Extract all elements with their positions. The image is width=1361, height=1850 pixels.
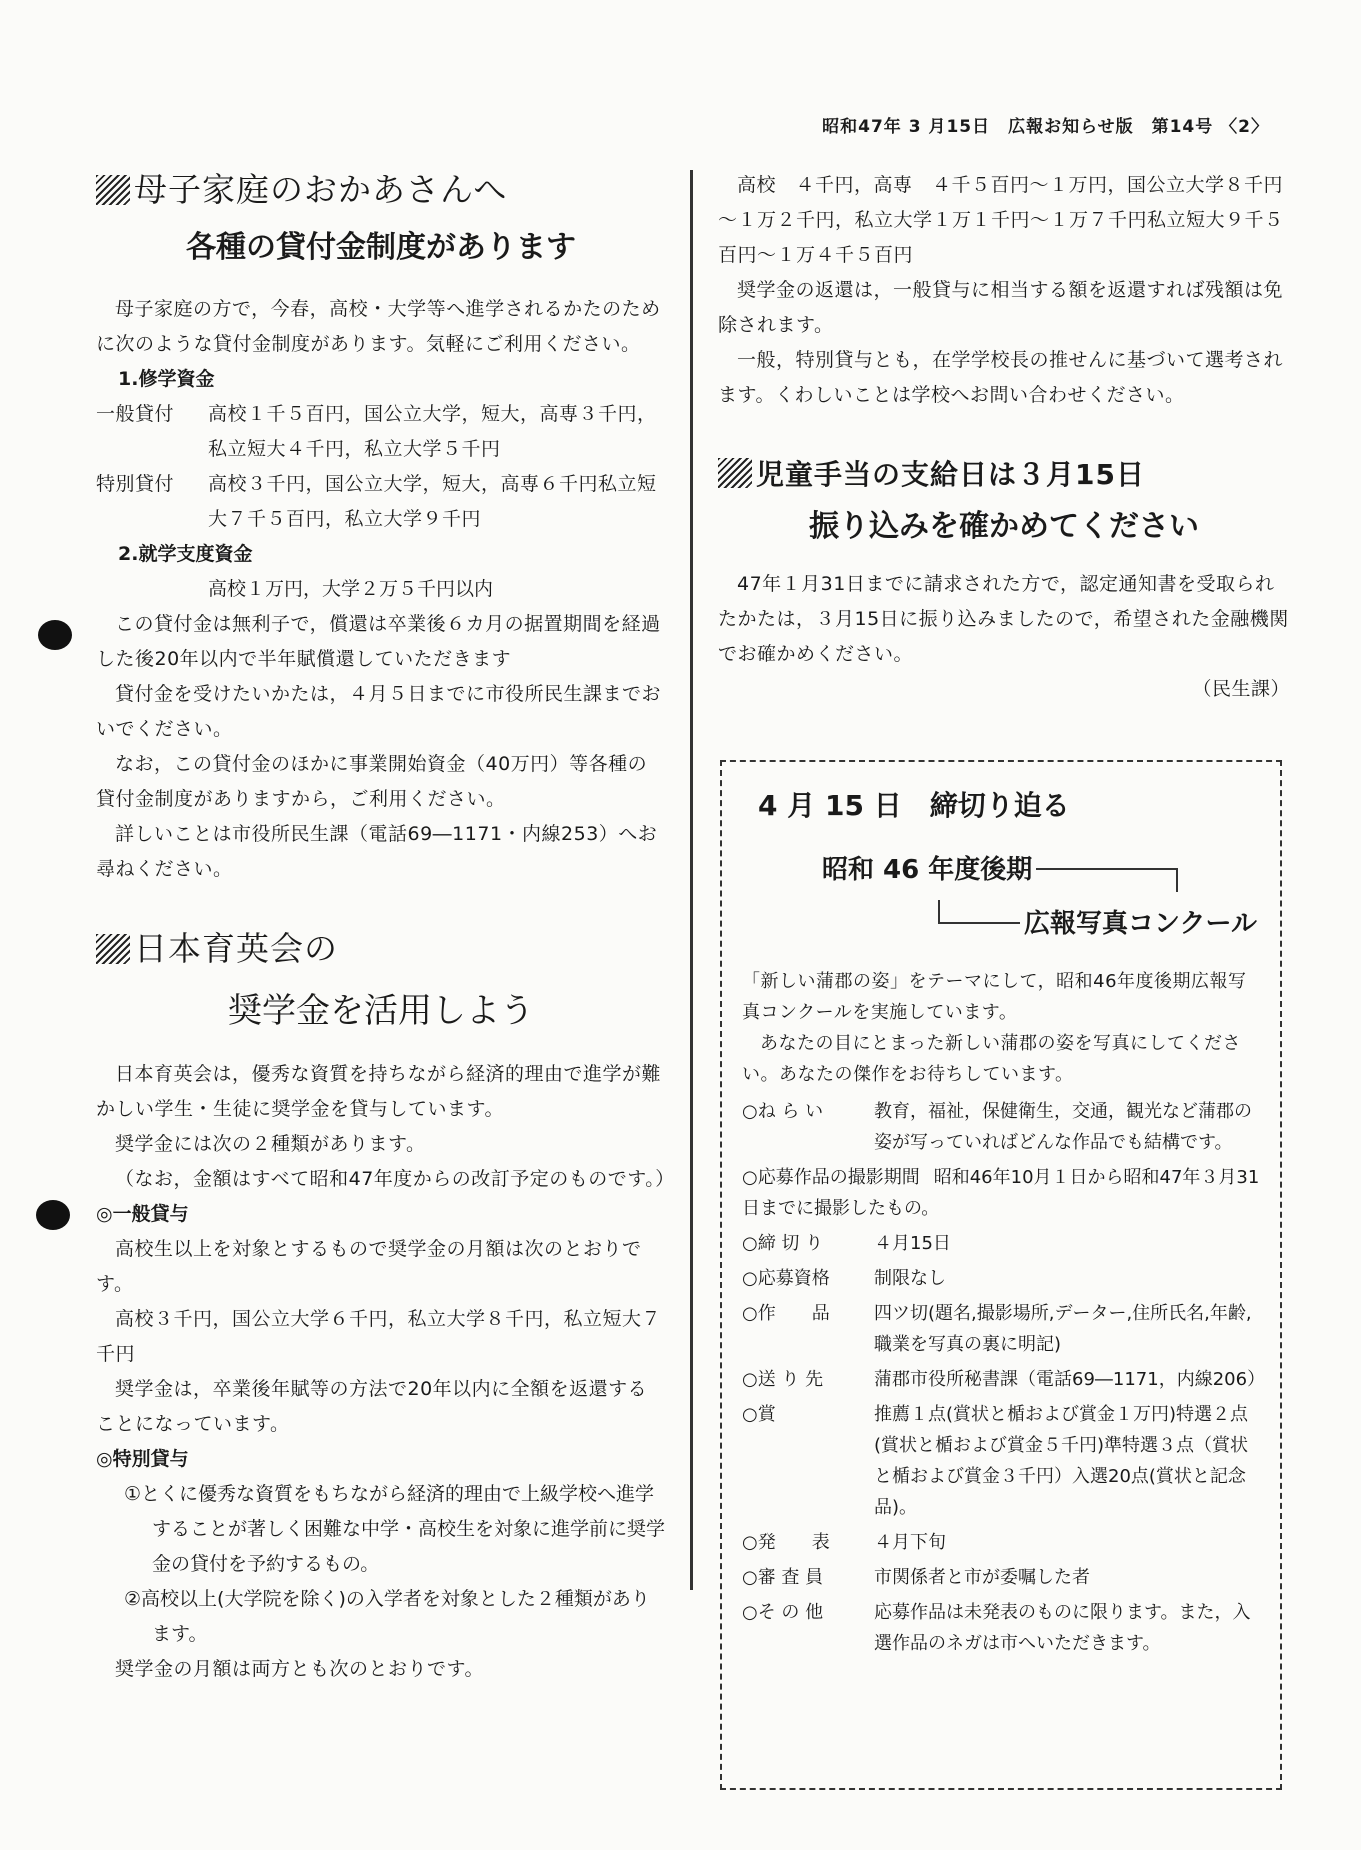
left-column <box>96 168 675 1687</box>
paragraph: 奨学金の返還は，一般貸与に相当する額を返還すれば残額は免除されます。 <box>718 279 1284 336</box>
contest-item-value: ４月15日 <box>874 1233 951 1254</box>
contest-item-label: ○発 表 <box>742 1532 830 1553</box>
column-divider <box>690 170 693 1590</box>
contest-items <box>742 1096 1266 1659</box>
issue-header: 昭和47年 3 月15日 広報お知らせ版 第14号 〈2〉 <box>822 117 1269 137</box>
contest-item-value: 昭和46年10月１日から昭和47年３月31日までに撮影したもの。 <box>742 1167 1260 1219</box>
contest-item-label: ○応募資格 <box>742 1268 830 1289</box>
paragraph: 一般，特別貸与とも，在学学校長の推せんに基づいて選考されます。くわしいことは学校へお問い合わせください。 <box>718 349 1284 406</box>
paragraph: 日本育英会は，優秀な資質を持ちながら経済的理由で進学が難かしい学生・生徒に奨学金を貸与しています。 <box>96 1063 662 1120</box>
hatch-mark <box>718 458 752 488</box>
contest-item <box>742 1263 1260 1294</box>
paragraph: 奨学金には次の２種類があります。 <box>115 1133 426 1155</box>
section-title <box>718 453 1290 497</box>
department-note: （民生課） <box>1192 678 1290 700</box>
paragraph: あなたの目にとまった新しい蒲郡の姿を写真にしてください。あなたの傑作をお待ちしています。 <box>742 1033 1241 1085</box>
bracket-line <box>1036 868 1178 892</box>
contest-item-label: ○審 査 員 <box>742 1567 824 1588</box>
contest-item <box>742 1399 1260 1523</box>
punch-hole <box>38 620 72 650</box>
subheading: ◎特別貸与 <box>96 1448 189 1470</box>
contest-item <box>742 1096 1260 1158</box>
contest-item-value: 四ツ切(題名,撮影場所,データー,住所氏名,年齢,職業を写真の裏に明記) <box>874 1303 1252 1355</box>
paragraph: 高校 ４千円，高専 ４千５百円～１万円，国公立大学８千円～１万２千円，私立大学１万１千円～１万７千円私立短大９千５百円～１万４千５百円 <box>718 174 1284 266</box>
contest-item <box>742 1597 1260 1659</box>
paragraph: 高校生以上を対象とするもので奨学金の月額は次のとおりです。 <box>96 1238 642 1295</box>
loan-value: 高校１万円，大学２万５千円以内 <box>208 578 494 600</box>
contest-title-text: 昭和 46 年度後期 <box>822 855 1033 885</box>
list-item: ②高校以上(大学院を除く)の入学者を対象とした２種類があります。 <box>124 1588 650 1645</box>
contest-item <box>742 1162 1260 1224</box>
paragraph: 「新しい蒲郡の姿」をテーマにして，昭和46年度後期広報写真コンクールを実施しています。 <box>742 971 1247 1023</box>
deadline-heading: 4 月 15 日 締切り迫る <box>758 789 1070 822</box>
paragraph: 高校３千円，国公立大学６千円，私立大学８千円，私立短大７千円 <box>96 1308 662 1365</box>
contest-item-label: ○応募作品の撮影期間 <box>742 1167 920 1188</box>
punch-hole <box>36 1200 70 1230</box>
paragraph: なお，この貸付金のほかに事業開始資金（40万円）等各種の貸付金制度がありますから，ご利用ください。 <box>96 753 648 810</box>
contest-item-label: ○締 切 り <box>742 1233 824 1254</box>
section-title <box>96 927 666 971</box>
contest-item-label: ○賞 <box>742 1404 776 1425</box>
contest-item <box>742 1364 1266 1395</box>
list-item: ①とくに優秀な資質をもちながら経済的理由で上級学校へ進学することが著しく困難な中学・高校生を対象に進学前に奨学金の貸付を予約するもの。 <box>124 1483 666 1575</box>
section-subtitle: 振り込みを確かめてください <box>809 509 1199 544</box>
paragraph: 詳しいことは市役所民生課（電話69―1171・内線253）へお尋ねください。 <box>96 823 658 880</box>
loan-label: 特別貸付 <box>96 473 175 495</box>
subheading: 1.修学資金 <box>118 368 215 390</box>
contest-item-label: ○送 り 先 <box>742 1369 824 1390</box>
subheading: ◎一般貸与 <box>96 1203 189 1225</box>
contest-item-label: ○そ の 他 <box>742 1602 824 1623</box>
paragraph: 貸付金を受けたいかたは，４月５日までに市役所民生課までおいでください。 <box>96 683 662 740</box>
paragraph: 奨学金の月額は両方とも次のとおりです。 <box>115 1658 484 1680</box>
loan-value: 高校３千円，国公立大学，短大，高専６千円私立短大７千５百円，私立大学９千円 <box>208 473 657 530</box>
hatch-mark <box>96 934 130 964</box>
contest-item <box>742 1562 1260 1593</box>
contest-item <box>742 1298 1260 1360</box>
contest-item-value: 市関係者と市が委嘱した者 <box>874 1567 1090 1588</box>
section-title-text: 児童手当の支給日は３月15日 <box>756 458 1145 491</box>
photo-contest-box <box>720 760 1282 1790</box>
loan-row <box>96 397 666 467</box>
loan-row <box>96 467 666 537</box>
contest-item-value: 教育，福祉，保健衛生，交通，観光など蒲郡の姿が写っていればどんな作品でも結構です。 <box>874 1101 1252 1153</box>
section-subtitle: 各種の貸付金制度があります <box>186 230 576 265</box>
bracket-line <box>938 900 1020 924</box>
contest-item-value: 蒲郡市役所秘書課（電話69―1171，内線206） <box>874 1369 1266 1390</box>
subheading: 2.就学支度資金 <box>118 543 253 565</box>
loan-value: 高校１千５百円，国公立大学，短大，高専３千円，私立短大４千円，私立大学５千円 <box>208 403 657 460</box>
contest-item-value: ４月下旬 <box>874 1532 946 1553</box>
section-subtitle: 奨学金を活用しよう <box>228 991 534 1031</box>
right-column <box>718 168 1290 707</box>
paragraph: この貸付金は無利子で，償還は卒業後６カ月の据置期間を経過した後20年以内で半年賦償還していただきます <box>96 613 661 670</box>
paragraph: 47年１月31日までに請求された方で，認定通知書を受取られたかたは，３月15日に振り込みましたので，希望された金融機関でお確かめください。 <box>718 573 1289 665</box>
contest-item-value: 推薦１点(賞状と楯および賞金１万円)特選２点(賞状と楯および賞金５千円)準特選３点（賞状と楯および賞金３千円）入選20点(賞状と記念品)。 <box>874 1404 1249 1518</box>
section-title <box>96 168 666 212</box>
contest-item-value: 応募作品は未発表のものに限ります。また，入選作品のネガは市へいただきます。 <box>874 1602 1251 1654</box>
section-title-text: 母子家庭のおかあさんへ <box>134 170 508 209</box>
contest-item-value: 制限なし <box>874 1268 946 1289</box>
contest-title-text: 広報写真コンクール <box>1024 909 1257 939</box>
section-title-text: 日本育英会の <box>134 929 338 968</box>
paragraph: 奨学金は，卒業後年賦等の方法で20年以内に全額を返還することになっています。 <box>96 1378 648 1435</box>
contest-item <box>742 1527 1260 1558</box>
contest-item-label: ○ね ら い <box>742 1101 824 1122</box>
contest-title-line2 <box>938 900 1260 944</box>
hatch-mark <box>96 175 130 205</box>
paragraph: 母子家庭の方で，今春，高校・大学等へ進学されるかたのために次のような貸付金制度があります。気軽にご利用ください。 <box>96 298 661 355</box>
paragraph: （なお，金額はすべて昭和47年度からの改訂予定のものです。） <box>115 1168 675 1190</box>
contest-item <box>742 1228 1260 1259</box>
contest-item-label: ○作 品 <box>742 1303 830 1324</box>
loan-label: 一般貸付 <box>96 403 175 425</box>
contest-title-line1 <box>822 850 1260 892</box>
